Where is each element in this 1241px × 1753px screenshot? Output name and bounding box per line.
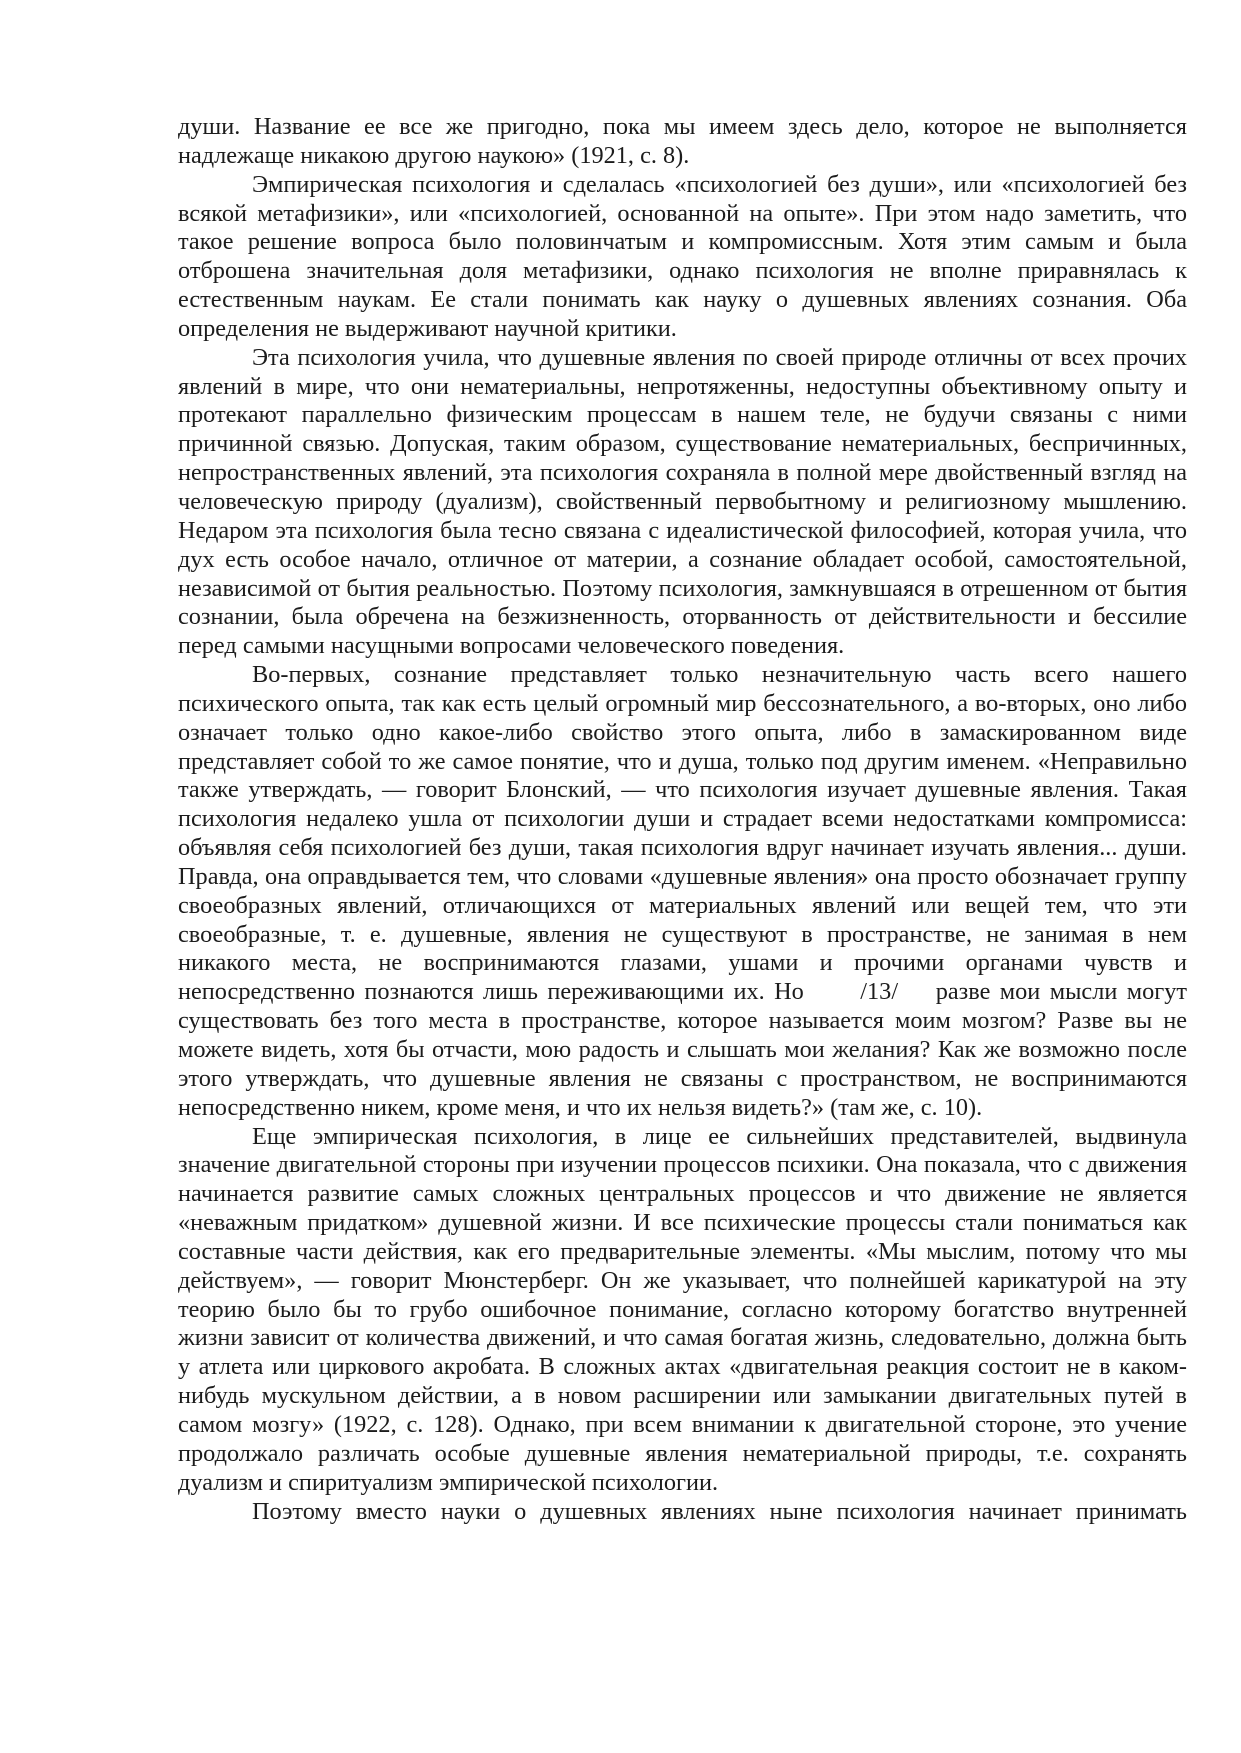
- paragraph: Еще эмпирическая психология, в лице ее сильнейших представителей, выдвинула значение двигательной стороны при изучении процессов психики. Она показала, что с движения начинается развитие самых сложных центральных процессов и что движение не является «неважным придатком» душевной жизни. И все психические процессы стали пониматься как составные части действия, как его предварительные элементы. «Мы мыслим, потому что мы действуем», — говорит Мюнстерберг. Он же указывает, что полнейшей карикатурой на эту теорию было бы то грубо ошибочное понимание, согласно которому богатство внутренней жизни зависит от количества движений, и что самая богатая жизнь, следовательно, должна быть у атлета или циркового акробата. В сложных актах «двигательная реакция состоит не в каком-нибудь мускульном действии, а в новом расширении или замыкании двигательных путей в самом мозгу» (1922, с. 128). Однако, при всем внимании к двигательной стороне, это учение продолжало различать особые душевные явления нематериальной природы, т.е. сохранять дуализм и спиритуализм эмпирической психологии.: [178, 1122, 1187, 1496]
- paragraph: Поэтому вместо науки о душевных явлениях ныне психология начинает принимать: [252, 1497, 1187, 1525]
- document-page: [178, 113, 1194, 1526]
- paragraph: Во-первых, сознание представляет только незначительную часть всего нашего психического опыта, так как есть целый огромный мир бессознательного, а во-вторых, оно либо означает только одно какое-либо свойство этого опыта, либо в замаскированном виде представляет собой то же самое понятие, что и душа, только под другим именем. «Неправильно также утверждать, — говорит Блонский, — что психология изучает душевные явления. Такая психология недалеко ушла от психологии души и страдает всеми недостатками компромисса: объявляя себя психологией без души, такая психология вдруг начинает изучать явления... души. Правда, она оправдывается тем, что словами «душевные явления» она просто обозначает группу своеобразных явлений, отличающихся от материальных явлений или вещей тем, что эти своеобразные, т. е. душевные, явления не существуют в пространстве, не занимая в нем никакого места, не воспринимаются глазами, ушами и прочими органами чувств и непосредственно познаются лишь переживающими их. Но /13/ разве мои мысли могут существовать без того места в пространстве, которое называется моим мозгом? Разве вы не можете видеть, хотя бы отчасти, мою радость и слышать мои желания? Как же возможно после этого утверждать, что душевные явления не связаны с пространством, не воспринимаются непосредственно никем, кроме меня, и что их нельзя видеть?» (там же, с. 10).: [178, 661, 1194, 1121]
- paragraph: души. Название ее все же пригодно, пока мы имеем здесь дело, которое не выполняется надлежаще никакою другою наукою» (1921, с. 8).: [178, 113, 1187, 169]
- paragraph: Эта психология учила, что душевные явления по своей природе отличны от всех прочих явлений в мире, что они нематериальны, непротяженны, недоступны объективному опыту и протекают параллельно физическим процессам в нашем теле, не будучи связаны с ними причинной связью. Допуская, таким образом, существование нематериальных, беспричинных, непространственных явлений, эта психология сохраняла в полной мере двойственный взгляд на человеческую природу (дуализм), свойственный первобытному и религиозному мышлению. Недаром эта психология была тесно связана с идеалистической философией, которая учила, что дух есть особое начало, отличное от материи, а сознание обладает особой, самостоятельной, независимой от бытия реальностью. Поэтому психология, замкнувшаяся в отрешенном от бытия сознании, была обречена на безжизненность, оторванность от действительности и бессилие перед самыми насущными вопросами человеческого поведения.: [178, 343, 1187, 660]
- paragraph: Эмпирическая психология и сделалась «психологией без души», или «психологией без всякой метафизики», или «психологией, основанной на опыте». При этом надо заметить, что такое решение вопроса было половинчатым и компромиссным. Хотя этим самым и была отброшена значительная доля метафизики, однако психология не вполне приравнялась к естественным наукам. Ее стали понимать как науку о душевных явлениях сознания. Оба определения не выдерживают научной критики.: [178, 170, 1187, 342]
